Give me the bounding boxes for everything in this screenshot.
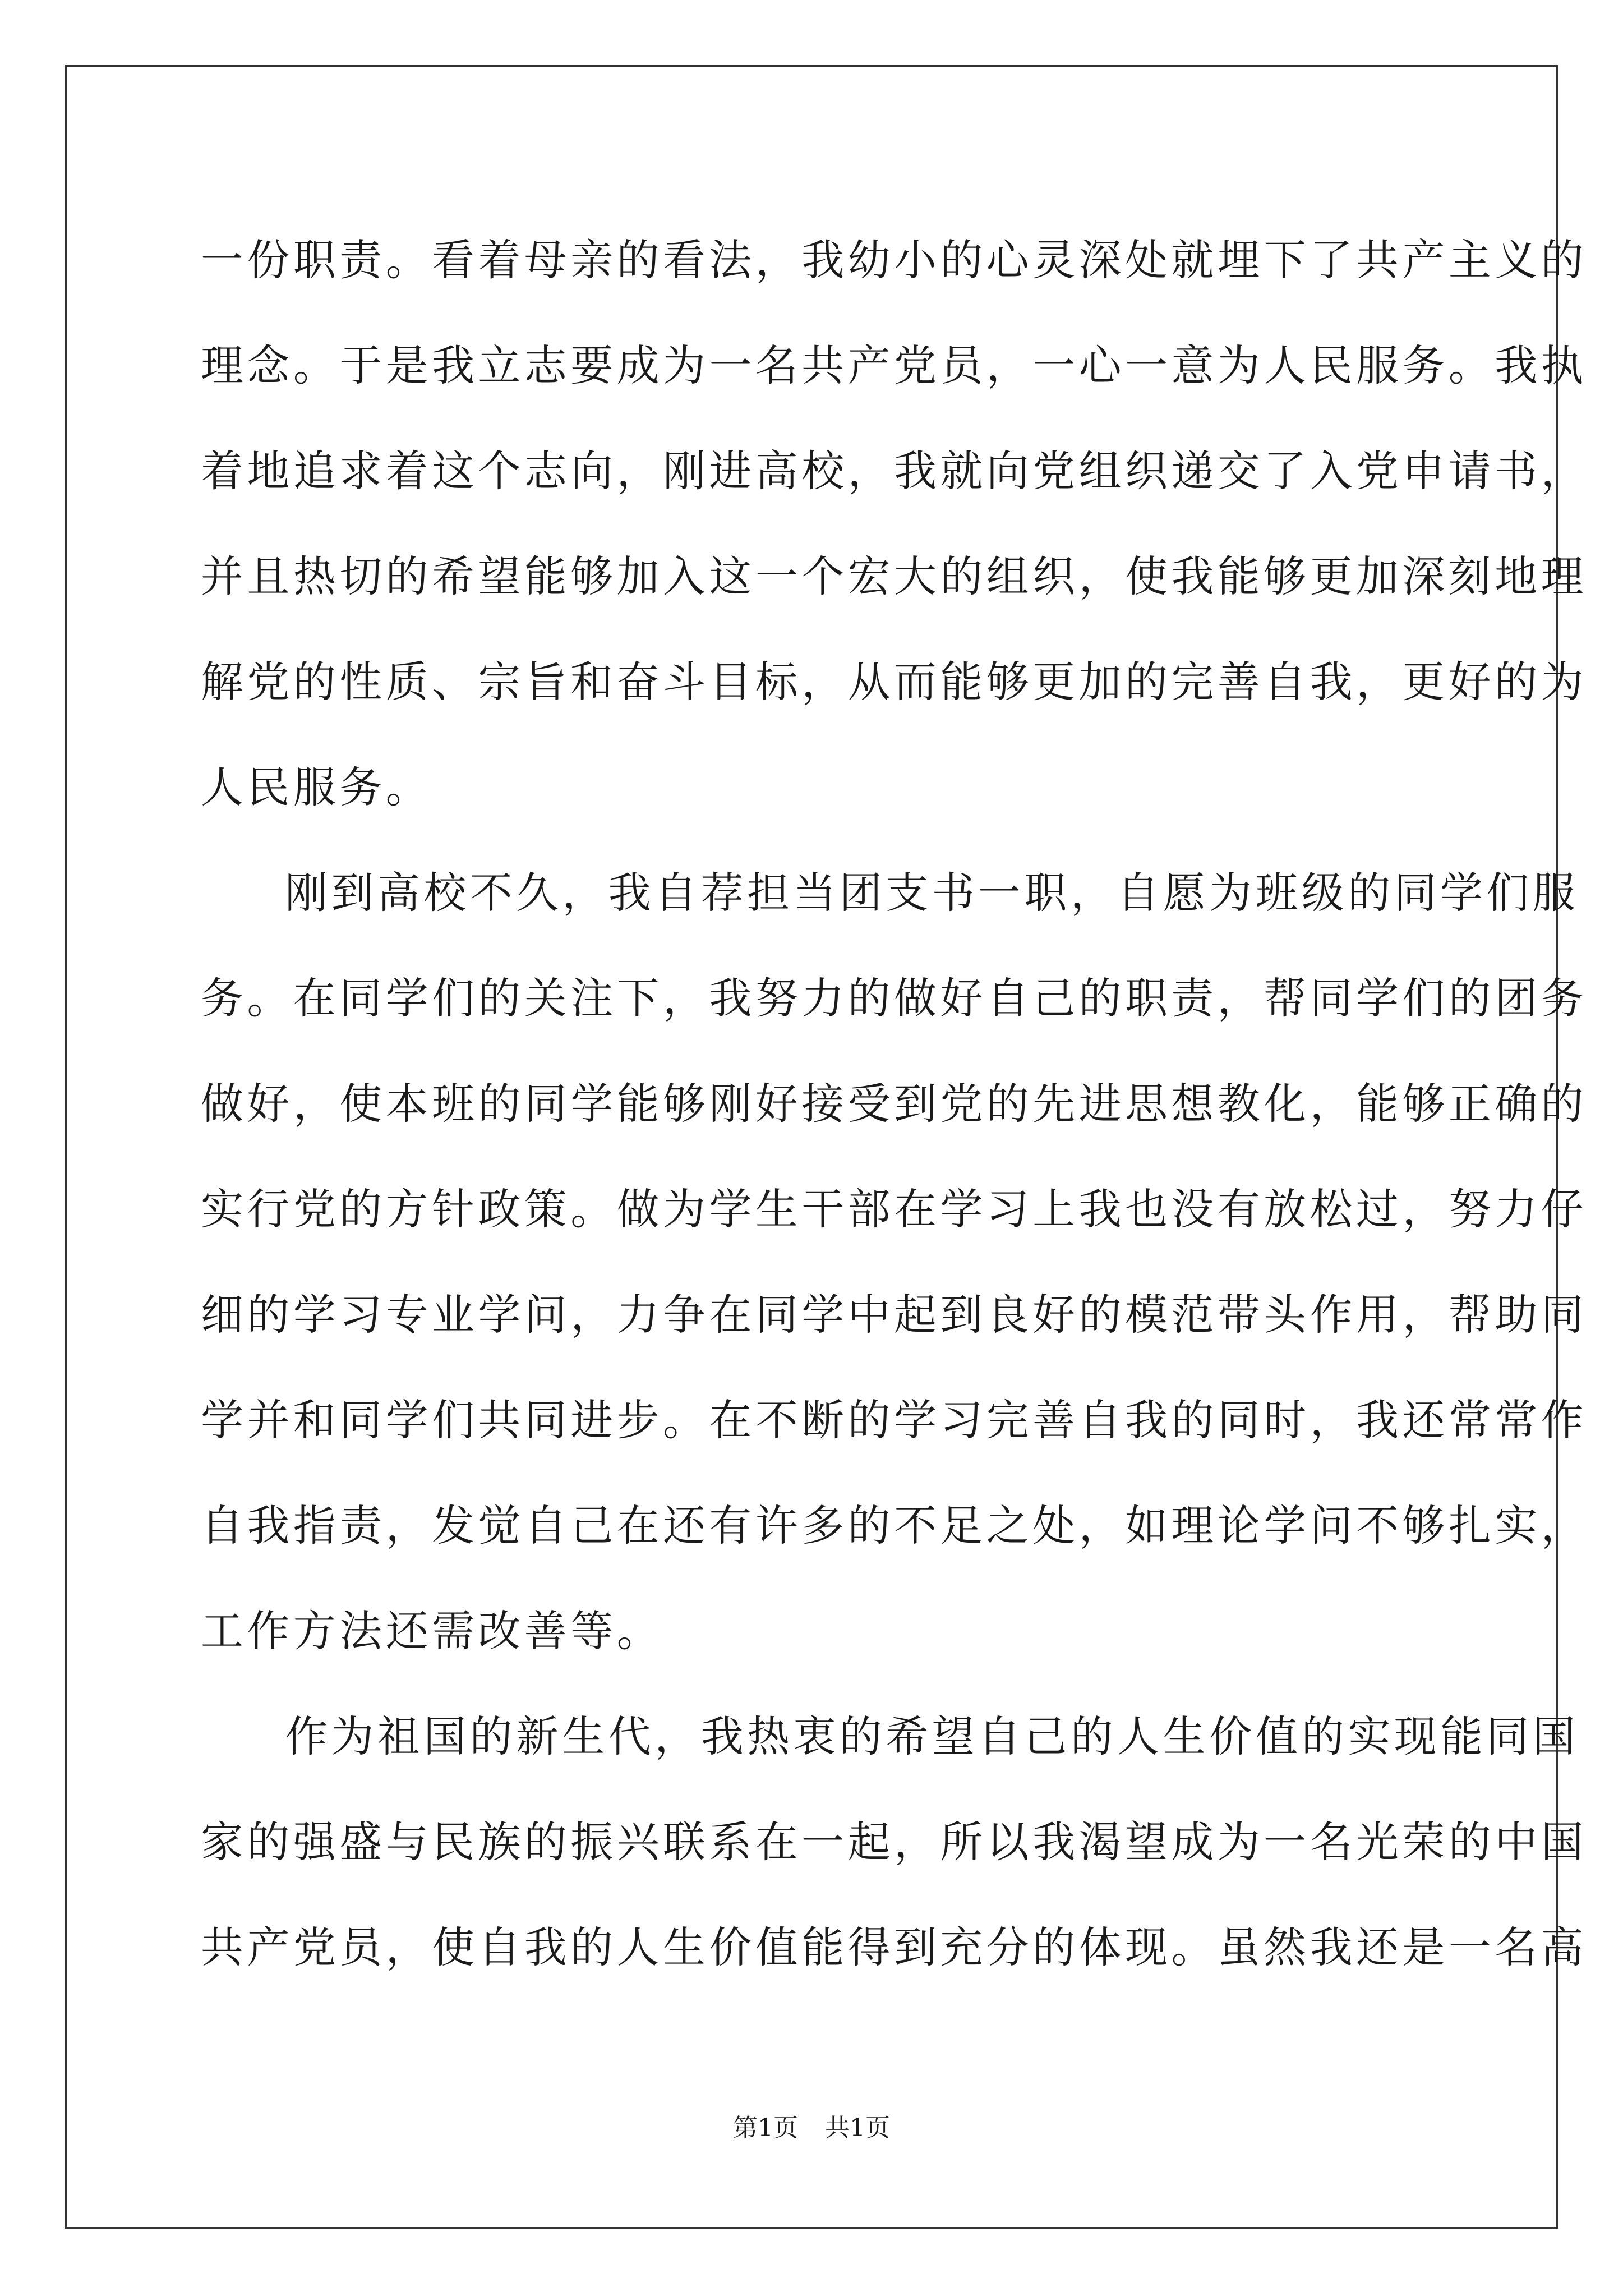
text-line: 细的学习专业学问，力争在同学中起到良好的模范带头作用，帮助同: [201, 1290, 1587, 1340]
text-line: 自我指责，发觉自己在还有许多的不足之处，如理论学问不够扎实，: [201, 1501, 1587, 1550]
page-total: 共1页: [825, 2114, 890, 2142]
text-line: 做好，使本班的同学能够刚好接受到党的先进思想教化，能够正确的: [201, 1079, 1587, 1129]
text-line: 实行党的方针政策。做为学生干部在学习上我也没有放松过，努力仔: [201, 1184, 1587, 1234]
text-line: 共产党员，使自我的人生价值能得到充分的体现。虽然我还是一名高: [201, 1922, 1587, 1972]
page-footer: [0, 2111, 1623, 2145]
page-number: 第1页: [733, 2114, 798, 2142]
text-line: 一份职责。看着母亲的看法，我幼小的心灵深处就埋下了共产主义的: [201, 235, 1587, 285]
text-line: 刚到高校不久，我自荐担当团支书一职，自愿为班级的同学们服: [285, 868, 1579, 918]
text-line: 家的强盛与民族的振兴联系在一起，所以我渴望成为一名光荣的中国: [201, 1817, 1587, 1867]
text-line: 解党的性质、宗旨和奋斗目标，从而能够更加的完善自我，更好的为: [201, 657, 1587, 707]
text-line: 务。在同学们的关注下，我努力的做好自己的职责，帮同学们的团务: [201, 973, 1587, 1023]
text-line: 学并和同学们共同进步。在不断的学习完善自我的同时，我还常常作: [201, 1395, 1587, 1445]
text-line: 着地追求着这个志向，刚进高校，我就向党组织递交了入党申请书，: [201, 446, 1587, 496]
text-line: 工作方法还需改善等。: [201, 1606, 663, 1656]
text-line: 作为祖国的新生代，我热衷的希望自己的人生价值的实现能同国: [285, 1711, 1579, 1761]
text-line: 并且热切的希望能够加入这一个宏大的组织，使我能够更加深刻地理: [201, 551, 1587, 601]
text-line: 理念。于是我立志要成为一名共产党员，一心一意为人民服务。我执: [201, 341, 1587, 390]
body-text: [201, 208, 1587, 2000]
text-line: 人民服务。: [201, 762, 432, 812]
